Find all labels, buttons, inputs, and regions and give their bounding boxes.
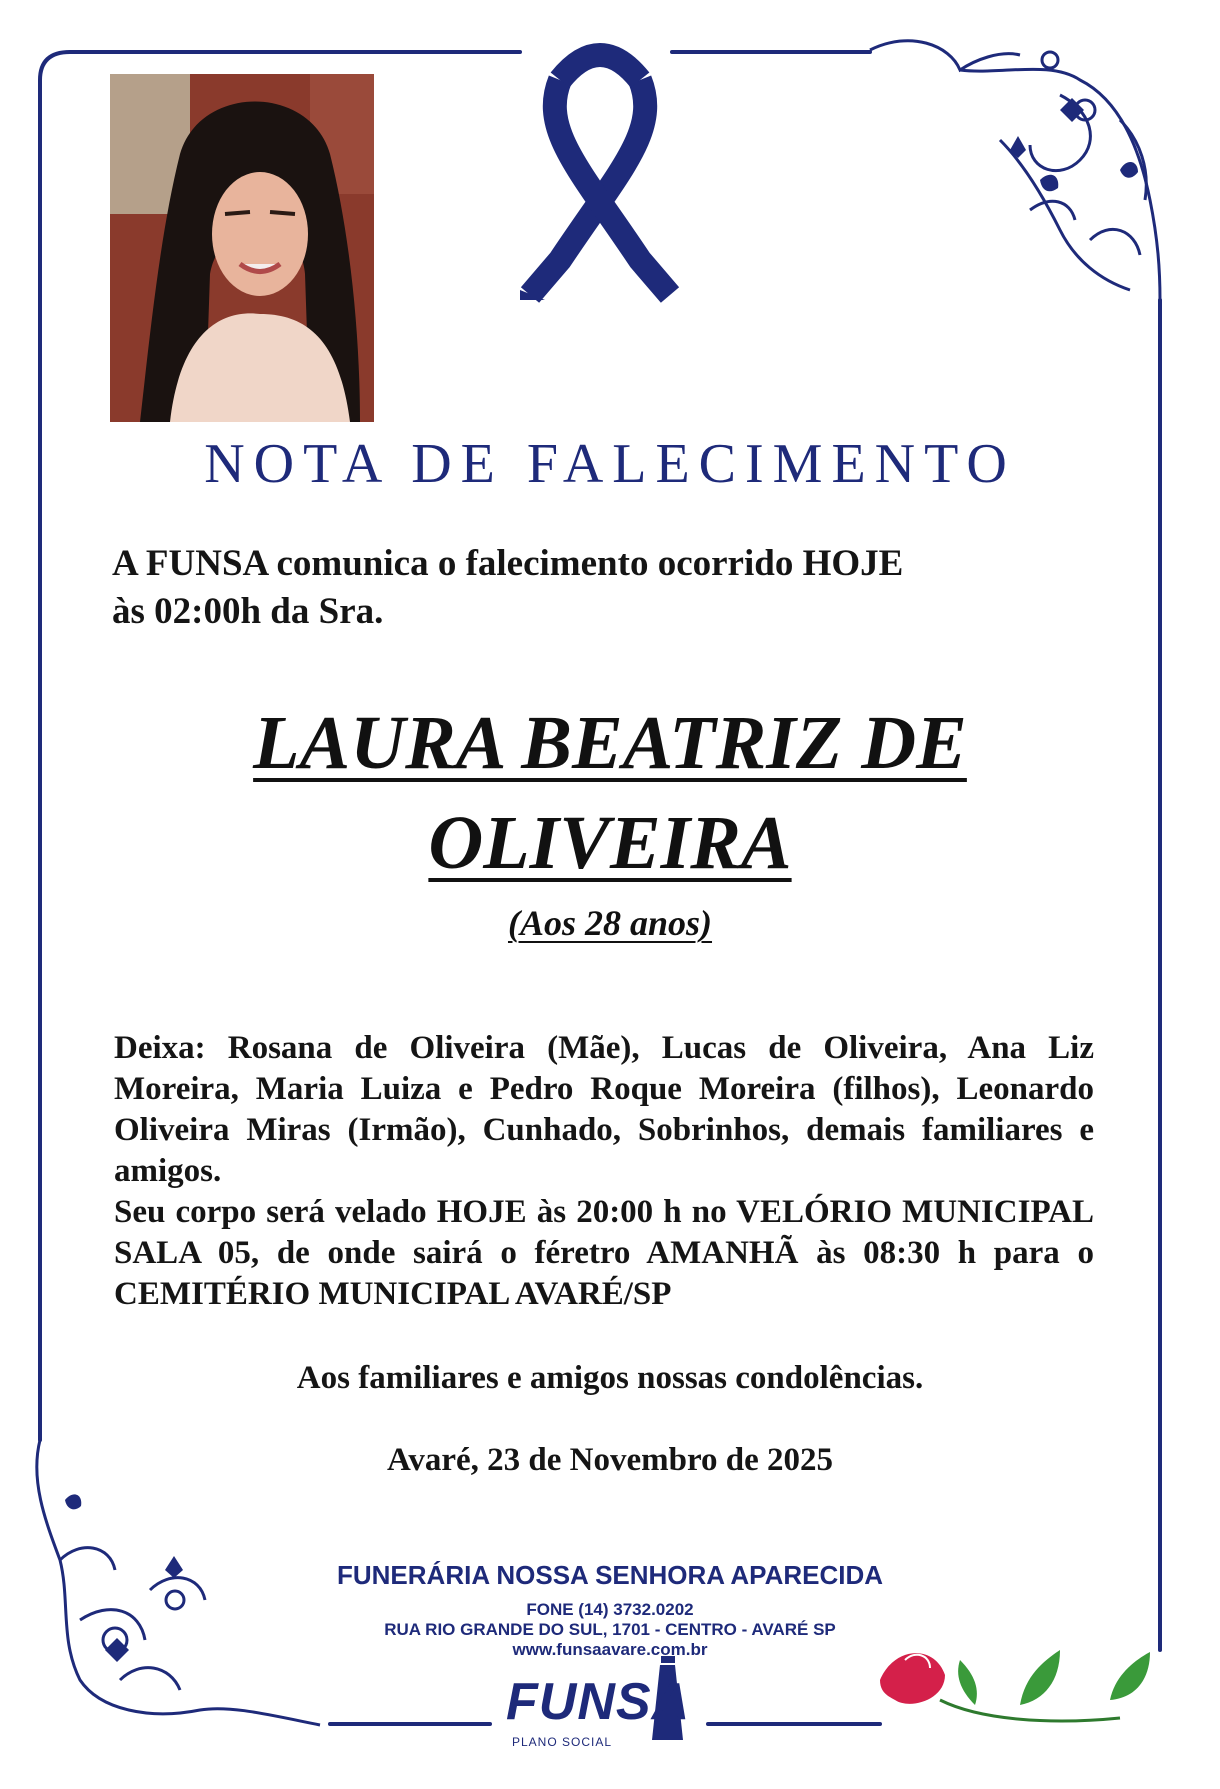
ceremony-paragraph: Seu corpo será velado HOJE às 20:00 h no VELÓRIO MUNICIPAL SALA 05, de onde sairá o féretro AMANHÃ às 08:30 h para o CEMITÉRIO MUNICIPAL AVARÉ/SP [114, 1194, 1094, 1312]
awareness-ribbon-icon [530, 55, 670, 295]
notice-title: NOTA DE FALECIMENTO [204, 433, 1016, 495]
bottom-left-flower-icon [65, 1494, 183, 1662]
funsa-logo-subtitle: PLANO SOCIAL [512, 1735, 613, 1749]
funeral-home-phone: FONE (14) 3732.0202 [526, 1600, 694, 1619]
top-right-flourish-icon [870, 41, 1160, 300]
deceased-name-line [0, 700, 1220, 787]
intro-line: A FUNSA comunica o falecimento ocorrido HOJE [112, 543, 904, 584]
deceased-name-first: LAURA BEATRIZ DE [253, 701, 967, 785]
rose-icon [880, 1653, 1120, 1721]
survivors-paragraph: Deixa: Rosana de Oliveira (Mãe), Lucas de Oliveira, Ana Liz Moreira, Maria Luiza e Pedro Roque Moreira (filhos), Leonardo Oliveira Miras (Irmão), Cunhado, Sobrinhos, demais familiares e amigos. [114, 1030, 1094, 1189]
deceased-age [0, 902, 1220, 944]
bottom-left-flourish-icon [37, 1440, 320, 1725]
funsa-logo-text: FUNSA [506, 1673, 691, 1731]
deceased-name-line [0, 800, 1220, 887]
leaf-icon [958, 1650, 1150, 1705]
deceased-name-last: OLIVEIRA [428, 801, 792, 885]
intro-line: às 02:00h da Sra. [112, 591, 384, 632]
funeral-home-address: RUA RIO GRANDE DO SUL, 1701 - CENTRO - AVARÉ SP [384, 1620, 836, 1639]
age-text: (Aos 28 anos) [507, 903, 713, 943]
funeral-home-website[interactable]: www.funsaavare.com.br [512, 1640, 708, 1659]
notice-body [114, 1028, 1094, 1315]
date-line: Avaré, 23 de Novembro de 2025 [386, 1442, 834, 1478]
intro-paragraph [112, 540, 1112, 636]
condolences-line: Aos familiares e amigos nossas condolências. [296, 1360, 924, 1396]
funeral-home-name: FUNERÁRIA NOSSA SENHORA APARECIDA [336, 1560, 884, 1590]
deceased-portrait-photo [110, 74, 374, 422]
